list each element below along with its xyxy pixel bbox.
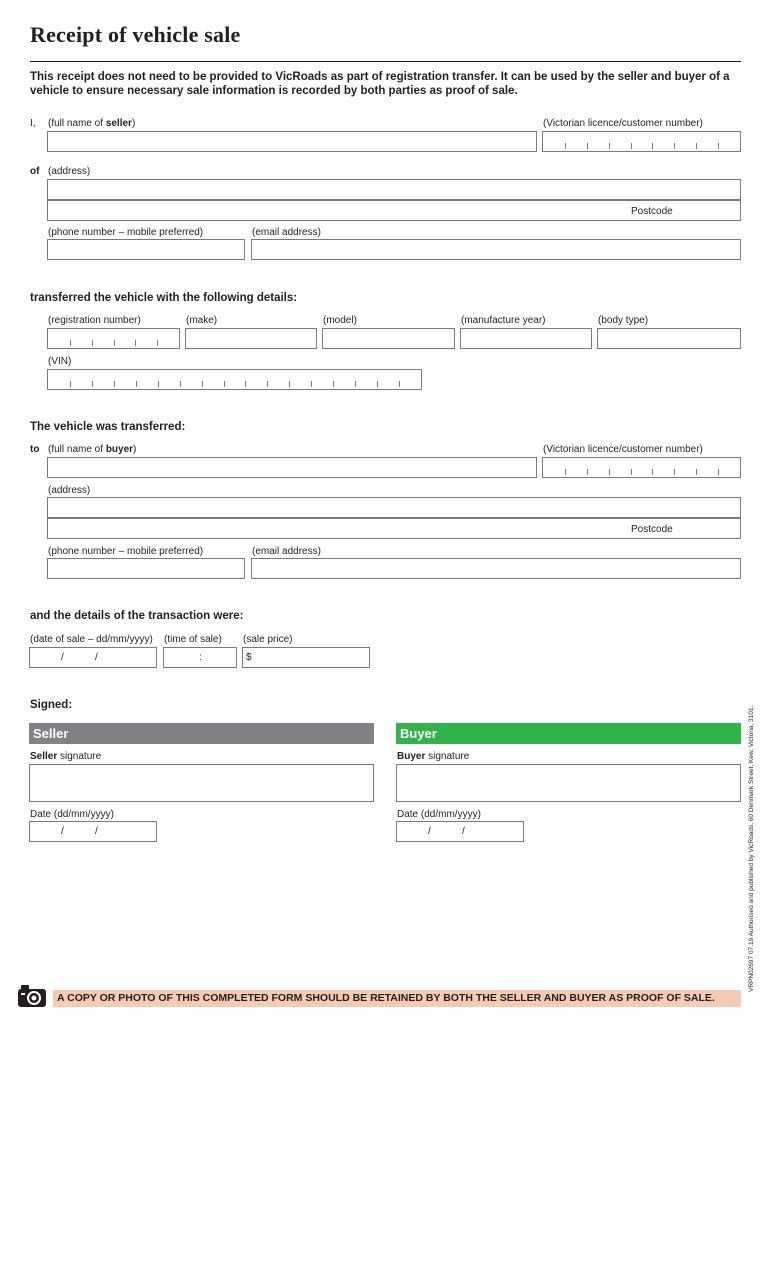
transaction-heading: and the details of the transaction were: (30, 610, 244, 622)
comb-tick (92, 340, 93, 346)
buyer-phone-label: (phone number – mobile preferred) (48, 546, 204, 557)
seller-email-label: (email address) (252, 227, 321, 238)
sale-date-slash-2: / (95, 652, 98, 663)
registration-combs (48, 340, 179, 346)
make-field[interactable] (185, 328, 317, 349)
seller-licence-combs (543, 143, 740, 149)
seller-prefix: I, (30, 118, 36, 129)
currency-symbol: $ (246, 652, 252, 663)
buyer-signature-label: Buyer signature (397, 751, 470, 762)
comb-tick (311, 381, 312, 387)
seller-date-field[interactable] (29, 821, 157, 842)
buyer-phone-field[interactable] (47, 558, 245, 579)
comb-tick (718, 143, 719, 149)
seller-licence-field[interactable] (542, 131, 741, 152)
comb-tick (696, 469, 697, 475)
comb-tick (136, 381, 137, 387)
comb-tick (202, 381, 203, 387)
year-field[interactable] (460, 328, 592, 349)
buyer-date-label: Date (dd/mm/yyyy) (397, 809, 481, 820)
seller-phone-field[interactable] (47, 239, 245, 260)
comb-tick (333, 381, 334, 387)
seller-signature-label: Seller signature (30, 751, 102, 762)
buyer-header: Buyer (396, 723, 741, 744)
buyer-address-line1[interactable] (47, 497, 741, 518)
comb-tick (355, 381, 356, 387)
buyer-postcode-label: Postcode (631, 524, 673, 535)
comb-tick (114, 340, 115, 346)
footer-notice: A COPY OR PHOTO OF THIS COMPLETED FORM SHOULD BE RETAINED BY BOTH THE SELLER AND BUYER AS PROOF OF SALE. (53, 990, 741, 1007)
sale-date-field[interactable] (29, 647, 157, 668)
comb-tick (377, 381, 378, 387)
seller-name-label: (full name of seller) (48, 118, 136, 129)
comb-tick (565, 469, 566, 475)
comb-tick (289, 381, 290, 387)
body-type-label: (body type) (598, 315, 649, 326)
seller-address-line1[interactable] (47, 179, 741, 200)
title-rule (30, 61, 741, 62)
seller-email-field[interactable] (251, 239, 741, 260)
comb-tick (158, 381, 159, 387)
buyer-licence-combs (543, 469, 740, 475)
comb-tick (652, 143, 653, 149)
buyer-licence-label: (Victorian licence/customer number) (543, 444, 703, 455)
seller-address-label: (address) (48, 166, 91, 177)
comb-tick (399, 381, 400, 387)
sale-time-label: (time of sale) (164, 634, 222, 645)
sale-price-label: (sale price) (243, 634, 293, 645)
buyer-date-field[interactable] (396, 821, 524, 842)
model-field[interactable] (322, 328, 455, 349)
side-note-wrap (748, 705, 758, 1262)
sale-price-field[interactable] (242, 647, 370, 668)
comb-tick (696, 143, 697, 149)
comb-tick (157, 340, 158, 346)
make-label: (make) (186, 315, 218, 326)
comb-tick (70, 381, 71, 387)
buyer-date-slash-1: / (428, 826, 431, 837)
vin-field[interactable] (47, 369, 422, 390)
comb-tick (92, 381, 93, 387)
seller-date-slash-1: / (61, 826, 64, 837)
buyer-licence-field[interactable] (542, 457, 741, 478)
signed-heading: Signed: (30, 699, 73, 711)
comb-tick (609, 143, 610, 149)
camera-icon (17, 983, 47, 1009)
seller-address-line2[interactable] (47, 200, 741, 221)
comb-tick (674, 469, 675, 475)
sale-date-label: (date of sale – dd/mm/yyyy) (30, 634, 153, 645)
comb-tick (631, 143, 632, 149)
sale-time-field[interactable] (163, 647, 237, 668)
comb-tick (631, 469, 632, 475)
comb-tick (674, 143, 675, 149)
model-label: (model) (323, 315, 357, 326)
comb-tick (565, 143, 566, 149)
comb-tick (652, 469, 653, 475)
seller-date-label: Date (dd/mm/yyyy) (30, 809, 114, 820)
comb-tick (245, 381, 246, 387)
buyer-heading: The vehicle was transferred: (30, 421, 186, 433)
comb-tick (135, 340, 136, 346)
buyer-address-label: (address) (48, 485, 91, 496)
comb-tick (718, 469, 719, 475)
comb-tick (70, 340, 71, 346)
seller-date-slash-2: / (95, 826, 98, 837)
seller-postcode-label: Postcode (631, 206, 673, 217)
comb-tick (267, 381, 268, 387)
comb-tick (224, 381, 225, 387)
buyer-prefix: to (30, 444, 40, 455)
buyer-address-line2[interactable] (47, 518, 741, 539)
buyer-name-label: (full name of buyer) (48, 444, 137, 455)
registration-field[interactable] (47, 328, 180, 349)
buyer-email-field[interactable] (251, 558, 741, 579)
buyer-name-field[interactable] (47, 457, 537, 478)
vehicle-heading: transferred the vehicle with the following details: (30, 292, 298, 304)
sale-time-colon: : (199, 652, 202, 663)
seller-signature-field[interactable] (29, 764, 374, 802)
side-note: VRPN02697 07.19 Authorised and published by VicRoads, 60 Denmark Street, Kew, Victoria, 3101. (748, 705, 755, 992)
comb-tick (587, 143, 588, 149)
seller-header: Seller (29, 723, 374, 744)
vin-combs (48, 381, 421, 387)
comb-tick (609, 469, 610, 475)
body-type-field[interactable] (597, 328, 741, 349)
seller-licence-label: (Victorian licence/customer number) (543, 118, 703, 129)
buyer-date-slash-2: / (462, 826, 465, 837)
seller-name-field[interactable] (47, 131, 537, 152)
buyer-email-label: (email address) (252, 546, 321, 557)
intro-text: This receipt does not need to be provided to VicRoads as part of registration transfer. It can be used by the seller and buyer of a vehicle to ensure necessary sale information is recorded by both parties as proof of sale. (30, 71, 730, 97)
year-label: (manufacture year) (461, 315, 546, 326)
registration-label: (registration number) (48, 315, 141, 326)
seller-of-prefix: of (30, 166, 40, 177)
page-title: Receipt of vehicle sale (30, 22, 241, 47)
vin-label: (VIN) (48, 356, 72, 367)
buyer-signature-field[interactable] (396, 764, 741, 802)
comb-tick (587, 469, 588, 475)
sale-date-slash-1: / (61, 652, 64, 663)
comb-tick (180, 381, 181, 387)
seller-phone-label: (phone number – mobile preferred) (48, 227, 204, 238)
comb-tick (114, 381, 115, 387)
